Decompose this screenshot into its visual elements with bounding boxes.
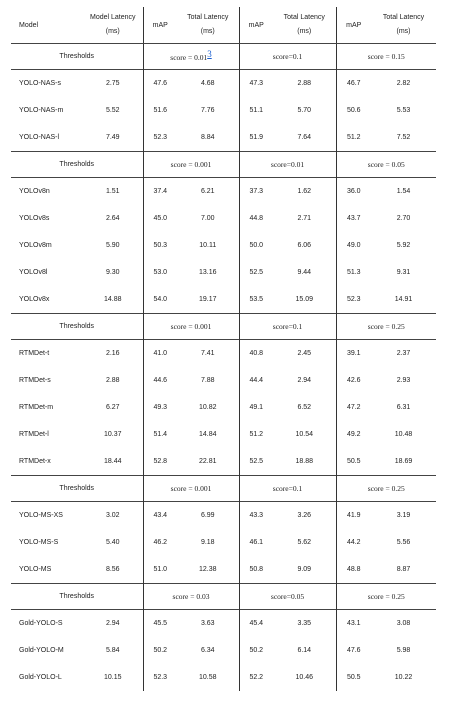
total-latency-cell: 4.68 — [177, 70, 239, 98]
total-latency-cell: 10.22 — [394, 674, 413, 681]
total-latency-cell: 10.46 — [273, 664, 336, 691]
total-latency-cell: 8.87 — [396, 566, 411, 573]
map-cell: 50.0 — [249, 242, 264, 249]
map-cell: 48.8 — [346, 566, 361, 573]
model-latency-cell: 5.84 — [83, 637, 143, 664]
score-threshold-label — [143, 44, 239, 70]
map-cell: 46.2 — [153, 539, 168, 546]
thresholds-label: Thresholds — [11, 476, 143, 502]
score-threshold-text: score=0.01 — [270, 160, 305, 169]
header-map-2: mAP — [239, 7, 273, 44]
table-row — [11, 529, 436, 556]
total-latency-cell: 2.71 — [273, 205, 336, 232]
map-cell: 52.5 — [249, 269, 264, 276]
total-latency-cell: 6.14 — [273, 637, 336, 664]
table-row — [11, 664, 436, 691]
model-latency-cell: 1.51 — [83, 178, 143, 206]
total-latency-cell: 3.63 — [177, 610, 239, 638]
map-cell: 50.5 — [346, 674, 361, 681]
map-cell: 47.6 — [143, 70, 177, 98]
map-cell: 49.2 — [346, 431, 361, 438]
table-row — [11, 124, 436, 152]
map-cell: 43.7 — [346, 215, 361, 222]
total-latency-cell: 2.88 — [273, 70, 336, 98]
header-model: Model — [11, 7, 83, 44]
map-cell: 50.2 — [249, 647, 264, 654]
map-cell: 52.3 — [153, 134, 168, 141]
score-threshold-label — [239, 584, 336, 610]
thresholds-row — [11, 152, 436, 178]
map-cell: 37.3 — [239, 178, 273, 206]
header-total-latency-2: Total Latency (ms) — [273, 7, 336, 44]
map-cell: 39.1 — [336, 340, 371, 368]
score-threshold-label — [239, 152, 336, 178]
score-threshold-text: score=0.1 — [272, 322, 303, 331]
footnote-link[interactable]: 3 — [207, 48, 212, 59]
header-map-3: mAP — [336, 7, 371, 44]
model-latency-cell: 2.88 — [83, 367, 143, 394]
model-name-cell: RTMDet-m — [19, 404, 54, 411]
model-name-cell: YOLOv8n — [11, 178, 83, 206]
table-row — [11, 340, 436, 368]
model-latency-cell: 5.52 — [83, 97, 143, 124]
table-row — [11, 556, 436, 584]
model-latency-cell: 18.44 — [83, 448, 143, 476]
map-cell: 44.8 — [249, 215, 264, 222]
table-row — [11, 70, 436, 98]
table-row — [11, 178, 436, 206]
score-threshold-text: score = 0.25 — [367, 592, 405, 601]
table-row — [11, 97, 436, 124]
total-latency-cell: 7.41 — [177, 340, 239, 368]
thresholds-row — [11, 44, 436, 70]
map-cell: 43.1 — [336, 610, 371, 638]
model-latency-cell: 10.37 — [83, 421, 143, 448]
model-name-cell: Gold-YOLO-L — [19, 674, 62, 681]
total-latency-cell: 14.91 — [394, 296, 413, 303]
score-threshold-text: score = 0.05 — [367, 160, 405, 169]
model-name-cell: RTMDet-s — [19, 377, 51, 384]
map-cell: 36.0 — [336, 178, 371, 206]
model-name-cell: YOLOv8l — [19, 269, 48, 276]
total-latency-cell: 6.34 — [177, 637, 239, 664]
model-latency-cell: 7.49 — [83, 124, 143, 152]
map-cell: 53.5 — [249, 296, 264, 303]
map-cell: 44.2 — [346, 539, 361, 546]
model-name-cell: YOLOv8s — [19, 215, 50, 222]
map-cell: 49.0 — [346, 242, 361, 249]
total-latency-cell: 3.26 — [273, 502, 336, 530]
total-latency-cell: 2.93 — [396, 377, 411, 384]
total-latency-cell: 10.58 — [177, 664, 239, 691]
score-threshold-text: score = 0.15 — [367, 52, 405, 61]
score-threshold-text: score = 0.001 — [170, 484, 212, 493]
map-cell: 45.0 — [153, 215, 168, 222]
total-latency-cell: 5.98 — [396, 647, 411, 654]
table-row — [11, 394, 436, 421]
score-threshold-text: score=0.1 — [272, 52, 303, 61]
map-cell: 51.2 — [249, 431, 264, 438]
score-threshold-label — [239, 476, 336, 502]
map-cell: 47.3 — [239, 70, 273, 98]
model-latency-cell: 2.16 — [83, 340, 143, 368]
map-cell: 52.5 — [249, 458, 264, 465]
table-row — [11, 259, 436, 286]
map-cell: 51.2 — [346, 134, 361, 141]
map-cell: 50.6 — [346, 107, 361, 114]
total-latency-cell: 22.81 — [177, 448, 239, 476]
model-latency-cell: 14.88 — [83, 286, 143, 314]
model-name-cell: YOLOv8m — [19, 242, 52, 249]
map-cell: 51.3 — [346, 269, 361, 276]
map-cell: 50.2 — [153, 647, 168, 654]
score-threshold-label — [239, 44, 336, 70]
total-latency-cell: 9.18 — [177, 529, 239, 556]
total-latency-cell: 1.62 — [273, 178, 336, 206]
table-row — [11, 502, 436, 530]
map-cell: 50.3 — [153, 242, 168, 249]
total-latency-cell: 6.52 — [273, 394, 336, 421]
score-threshold-text: score=0.05 — [270, 592, 305, 601]
map-cell: 54.0 — [153, 296, 168, 303]
map-cell: 51.4 — [153, 431, 168, 438]
total-latency-cell: 2.82 — [371, 70, 436, 98]
total-latency-cell: 5.70 — [273, 97, 336, 124]
total-latency-cell: 7.76 — [177, 97, 239, 124]
map-cell: 50.5 — [346, 458, 361, 465]
model-name-cell: YOLOv8x — [19, 296, 50, 303]
score-threshold-label — [336, 44, 436, 70]
table-row — [11, 205, 436, 232]
model-name-cell: YOLO-MS-S — [19, 539, 59, 546]
map-cell: 43.4 — [143, 502, 177, 530]
map-cell: 53.0 — [153, 269, 168, 276]
model-latency-cell: 5.40 — [83, 529, 143, 556]
total-latency-cell: 18.88 — [273, 448, 336, 476]
score-threshold-text: score = 0.001 — [170, 160, 212, 169]
map-cell: 47.2 — [346, 404, 361, 411]
map-cell: 45.4 — [239, 610, 273, 638]
total-latency-cell: 3.08 — [371, 610, 436, 638]
total-latency-cell: 2.45 — [273, 340, 336, 368]
map-cell: 51.9 — [249, 134, 264, 141]
thresholds-label: Thresholds — [11, 314, 143, 340]
total-latency-cell: 10.54 — [273, 421, 336, 448]
total-latency-cell: 2.94 — [273, 367, 336, 394]
total-latency-cell: 9.09 — [273, 556, 336, 584]
total-latency-cell: 12.38 — [177, 556, 239, 584]
table-row — [11, 421, 436, 448]
total-latency-cell: 6.06 — [273, 232, 336, 259]
total-latency-cell: 6.31 — [396, 404, 411, 411]
total-latency-cell: 15.09 — [273, 286, 336, 314]
total-latency-cell: 8.84 — [177, 124, 239, 152]
map-cell: 45.5 — [143, 610, 177, 638]
map-cell: 43.3 — [239, 502, 273, 530]
total-latency-cell: 5.92 — [396, 242, 411, 249]
total-latency-cell: 7.88 — [177, 367, 239, 394]
map-cell: 51.1 — [249, 107, 264, 114]
map-cell: 41.0 — [143, 340, 177, 368]
score-threshold-label — [336, 584, 436, 610]
header-total-latency-3: Total Latency (ms) — [371, 7, 436, 44]
header-model-latency: Model Latency (ms) — [83, 7, 143, 44]
map-cell: 44.4 — [249, 377, 264, 384]
thresholds-label: Thresholds — [11, 152, 143, 178]
total-latency-cell: 1.54 — [371, 178, 436, 206]
table-row — [11, 610, 436, 638]
map-cell: 47.6 — [346, 647, 361, 654]
score-threshold-label — [143, 584, 239, 610]
score-threshold-label — [143, 476, 239, 502]
total-latency-cell: 7.52 — [396, 134, 411, 141]
model-name-cell: YOLO-NAS-l — [19, 134, 60, 141]
map-cell: 52.3 — [346, 296, 361, 303]
map-cell: 52.3 — [153, 674, 168, 681]
table-header-row — [11, 7, 436, 44]
thresholds-row — [11, 476, 436, 502]
score-threshold-label — [336, 476, 436, 502]
model-latency-cell: 2.94 — [83, 610, 143, 638]
model-latency-cell: 9.30 — [83, 259, 143, 286]
total-latency-cell: 6.21 — [177, 178, 239, 206]
total-latency-cell: 3.35 — [273, 610, 336, 638]
model-latency-cell: 6.27 — [83, 394, 143, 421]
total-latency-cell: 13.16 — [177, 259, 239, 286]
model-latency-cell: 2.64 — [83, 205, 143, 232]
model-name-cell: YOLO-MS-XS — [11, 502, 83, 530]
total-latency-cell: 19.17 — [177, 286, 239, 314]
map-cell: 46.1 — [249, 539, 264, 546]
map-cell: 46.7 — [336, 70, 371, 98]
thresholds-row — [11, 584, 436, 610]
total-latency-cell: 7.00 — [177, 205, 239, 232]
model-latency-cell: 2.75 — [83, 70, 143, 98]
table-row — [11, 448, 436, 476]
total-latency-cell: 3.19 — [371, 502, 436, 530]
score-threshold-label — [336, 314, 436, 340]
total-latency-cell: 7.64 — [273, 124, 336, 152]
map-cell: 49.3 — [153, 404, 168, 411]
thresholds-label: Thresholds — [11, 584, 143, 610]
score-threshold-text: score = 0.25 — [367, 322, 405, 331]
table-row — [11, 232, 436, 259]
header-total-latency-1: Total Latency (ms) — [177, 7, 239, 44]
table-body — [11, 44, 436, 692]
table-row — [11, 637, 436, 664]
model-latency-cell: 3.02 — [83, 502, 143, 530]
latency-benchmark-table — [11, 7, 436, 691]
total-latency-cell: 10.11 — [177, 232, 239, 259]
total-latency-cell: 9.31 — [396, 269, 411, 276]
model-name-cell: YOLO-NAS-s — [11, 70, 83, 98]
total-latency-cell: 5.56 — [396, 539, 411, 546]
score-threshold-label — [143, 152, 239, 178]
total-latency-cell: 2.37 — [371, 340, 436, 368]
model-name-cell: Gold-YOLO-M — [19, 647, 64, 654]
model-latency-cell: 10.15 — [83, 664, 143, 691]
map-cell: 37.4 — [143, 178, 177, 206]
model-name-cell: RTMDet-t — [11, 340, 83, 368]
model-name-cell: YOLO-NAS-m — [19, 107, 64, 114]
map-cell: 51.0 — [153, 566, 168, 573]
map-cell: 50.8 — [249, 566, 264, 573]
map-cell: 49.1 — [249, 404, 264, 411]
score-threshold-text: score = 0.01 — [170, 52, 208, 62]
header-map-1: mAP — [143, 7, 177, 44]
thresholds-label: Thresholds — [11, 44, 143, 70]
map-cell: 42.6 — [346, 377, 361, 384]
map-cell: 52.8 — [153, 458, 168, 465]
total-latency-cell: 5.53 — [396, 107, 411, 114]
model-latency-cell: 5.90 — [83, 232, 143, 259]
score-threshold-label — [239, 314, 336, 340]
score-threshold-text: score = 0.001 — [170, 322, 212, 331]
score-threshold-text: score = 0.25 — [367, 484, 405, 493]
total-latency-cell: 2.70 — [396, 215, 411, 222]
score-threshold-text: score=0.1 — [272, 484, 303, 493]
total-latency-cell: 10.48 — [394, 431, 413, 438]
map-cell: 44.6 — [153, 377, 168, 384]
model-name-cell: Gold-YOLO-S — [11, 610, 83, 638]
model-name-cell: RTMDet-x — [19, 458, 51, 465]
total-latency-cell: 6.99 — [177, 502, 239, 530]
model-latency-cell: 8.56 — [83, 556, 143, 584]
total-latency-cell: 18.69 — [394, 458, 413, 465]
score-threshold-label — [143, 314, 239, 340]
total-latency-cell: 5.62 — [273, 529, 336, 556]
map-cell: 52.2 — [249, 674, 264, 681]
table-row — [11, 367, 436, 394]
total-latency-cell: 14.84 — [177, 421, 239, 448]
total-latency-cell: 10.82 — [177, 394, 239, 421]
thresholds-row — [11, 314, 436, 340]
map-cell: 51.6 — [153, 107, 168, 114]
map-cell: 41.9 — [336, 502, 371, 530]
model-name-cell: RTMDet-l — [19, 431, 49, 438]
table-row — [11, 286, 436, 314]
score-threshold-label — [336, 152, 436, 178]
score-threshold-text: score = 0.03 — [172, 592, 210, 601]
map-cell: 40.8 — [239, 340, 273, 368]
model-name-cell: YOLO-MS — [19, 566, 52, 573]
total-latency-cell: 9.44 — [273, 259, 336, 286]
